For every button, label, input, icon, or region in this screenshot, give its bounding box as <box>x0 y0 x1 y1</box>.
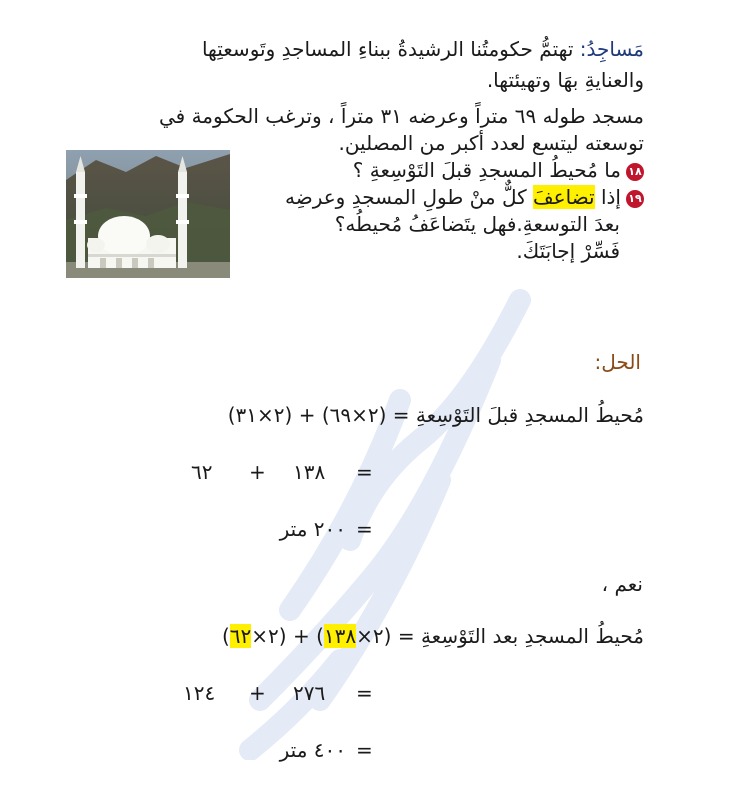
question-19-line-2: بعدَ التوسعةِ.فهل يتَضاعَفُ مُحيطُه؟ <box>334 212 620 236</box>
eq4-val-a: ١٣٨ <box>323 624 357 648</box>
answer-yes: نعم ، <box>601 572 643 596</box>
eq5-plus: + <box>249 681 266 705</box>
eq4-times-a: × <box>356 624 373 648</box>
eq6-equals: = <box>356 738 373 762</box>
question-18-text: ما مُحيطُ المسجدِ قبلَ التَوْسِعةِ ؟ <box>352 158 621 182</box>
solution-label: الحل: <box>594 350 641 374</box>
question-19-pre: إذا <box>594 185 621 209</box>
mosque-photo <box>66 150 230 278</box>
eq1-close-2: ) <box>227 403 236 427</box>
eq3-equals: = <box>356 517 373 541</box>
question-19-number: ١٩ <box>626 190 644 208</box>
eq4-plus: + <box>292 624 310 648</box>
eq1-plus: + <box>298 403 316 427</box>
eq2-plus: + <box>249 460 266 484</box>
eq4-equals: = <box>397 624 415 648</box>
eq3-value: ٢٠٠ متر <box>279 517 346 541</box>
eq1-val-a: ٦٩ <box>329 403 352 427</box>
intro-text <box>202 34 644 96</box>
eq2-b: ٦٢ <box>191 460 213 484</box>
problem-line-1: مسجد طوله ٦٩ متراً وعرضه ٣١ متراً ، وترغب الحكومة في <box>158 104 644 128</box>
eq4-close-1: ) <box>316 624 324 648</box>
problem-line-2: توسعته ليتسع لعدد أكبر من المصلين. <box>338 131 644 155</box>
problem-text <box>159 103 644 265</box>
question-19-post: كلٌّ منْ طولِ المسجدِ وعرضِه <box>285 185 533 209</box>
question-18 <box>159 157 644 184</box>
eq1-two-a: ٢ <box>367 403 379 427</box>
question-19 <box>159 184 644 211</box>
eq1-open-2: ( <box>284 403 293 427</box>
intro-line-1-rest: تهتمُّ حكومتُنا الرشيدةُ ببناءِ المساجدِ وتَوسعتِها <box>201 37 580 61</box>
eq5-equals: = <box>356 681 373 705</box>
eq4-times-b: × <box>251 624 269 648</box>
eq1-times-a: × <box>351 403 368 427</box>
eq6-value: ٤٠٠ متر <box>279 738 346 762</box>
eq4-two-a: ٢ <box>372 624 384 648</box>
equation-4 <box>222 624 644 648</box>
eq5-a: ٢٧٦ <box>293 681 326 705</box>
eq1-two-b: ٢ <box>273 403 285 427</box>
eq1-close-1: ) <box>321 403 330 427</box>
eq4-val-b: ٦٢ <box>229 624 252 648</box>
equation-1 <box>228 403 644 427</box>
question-18-number: ١٨ <box>626 163 644 181</box>
intro-line-2: والعنايةِ بهَا وتهيئتها. <box>486 68 644 92</box>
eq2-a: ١٣٨ <box>293 460 326 484</box>
eq4-open-1: ( <box>383 624 392 648</box>
intro-line-1 <box>202 34 644 65</box>
eq4-open-2: ( <box>278 624 287 648</box>
eq1-val-b: ٣١ <box>235 403 257 427</box>
eq4-lhs: مُحيطُ المسجدِ بعد التَوْسِعةِ <box>420 624 644 648</box>
question-19-highlight: تضاعفَ <box>532 185 595 209</box>
eq2-equals: = <box>356 460 373 484</box>
eq1-times-b: × <box>257 403 274 427</box>
eq1-lhs: مُحيطُ المسجدِ قبلَ التَوْسِعةِ <box>415 403 644 427</box>
eq1-open-1: ( <box>378 403 387 427</box>
eq5-b: ١٢٤ <box>183 681 216 705</box>
eq4-close-2: ) <box>221 624 230 648</box>
intro-lead: مَساجِدُ: <box>579 37 644 61</box>
eq4-two-b: ٢ <box>268 624 279 648</box>
question-19-line-3: فَسِّرْ إجابَتَكَ. <box>516 239 620 263</box>
eq1-equals: = <box>392 403 410 427</box>
